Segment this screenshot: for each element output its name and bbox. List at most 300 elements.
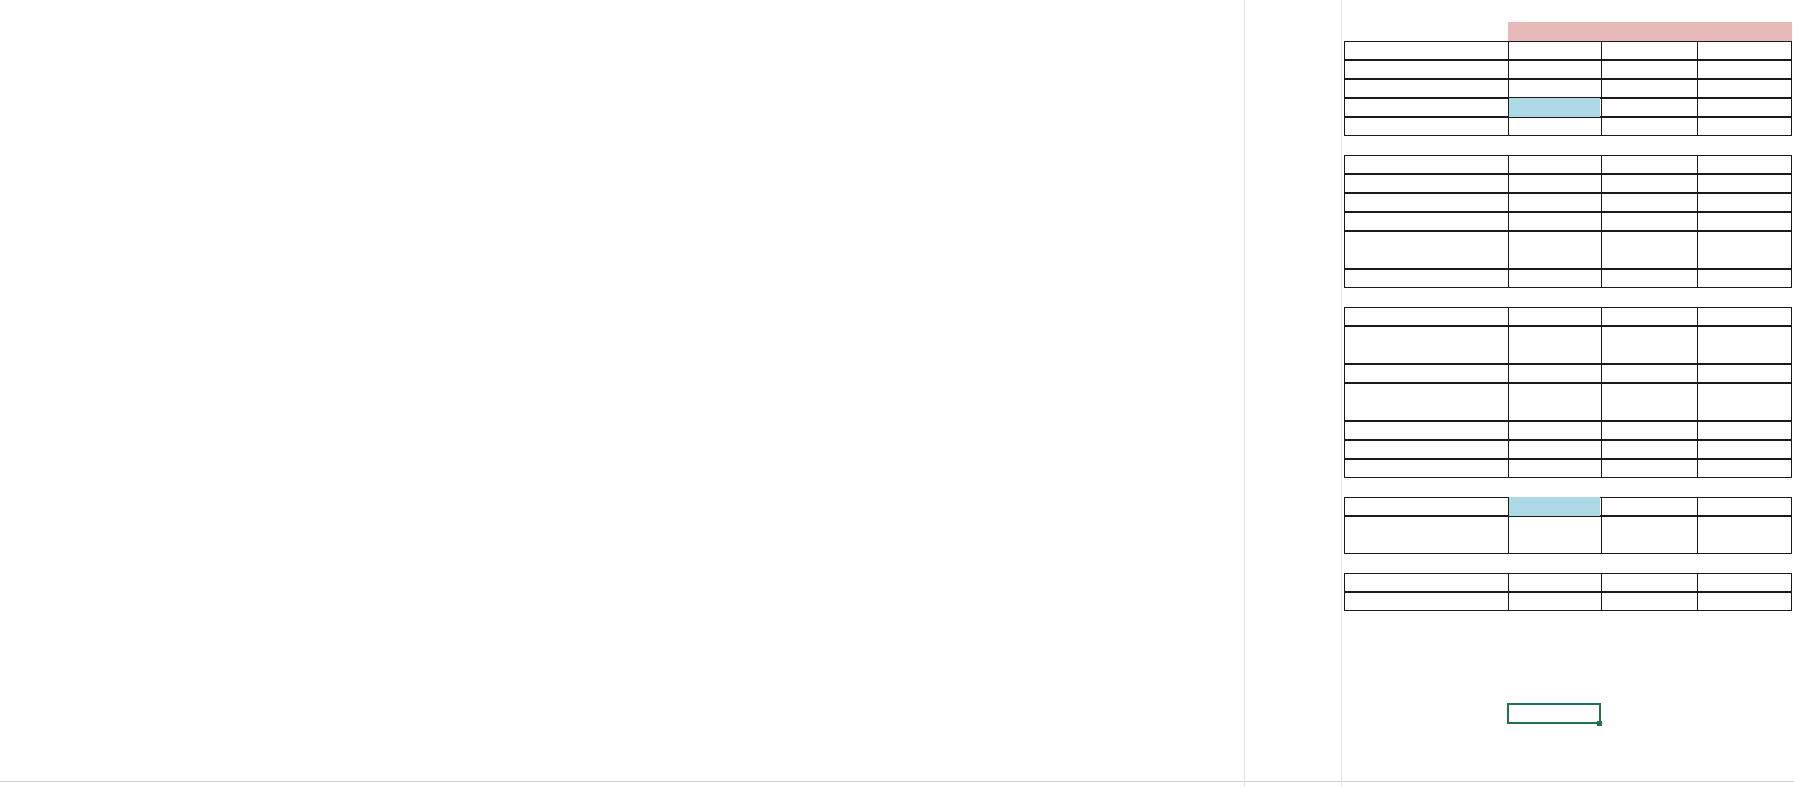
value-cell[interactable] xyxy=(789,174,884,193)
value-cell[interactable] xyxy=(599,155,694,174)
value-cell[interactable] xyxy=(884,136,979,155)
value-cell[interactable] xyxy=(884,611,979,630)
value-cell[interactable] xyxy=(409,440,504,459)
value-cell[interactable] xyxy=(504,41,599,60)
value-cell[interactable] xyxy=(409,60,504,79)
value-cell[interactable] xyxy=(1153,22,1248,41)
value-cell[interactable] xyxy=(789,250,884,269)
ratio-row[interactable] xyxy=(1344,421,1792,440)
value-cell[interactable] xyxy=(314,41,409,60)
value-cell[interactable] xyxy=(599,79,694,98)
value-cell[interactable] xyxy=(409,269,504,288)
value-cell[interactable] xyxy=(1153,41,1248,60)
value-cell[interactable] xyxy=(599,250,694,269)
value-cell[interactable] xyxy=(599,345,694,364)
value-cell[interactable] xyxy=(1153,3,1248,22)
value-cell[interactable] xyxy=(789,573,884,592)
value-cell[interactable] xyxy=(694,22,789,41)
value-cell[interactable] xyxy=(694,269,789,288)
value-cell[interactable] xyxy=(599,535,694,554)
value-cell[interactable] xyxy=(1153,155,1248,174)
value-cell[interactable] xyxy=(314,364,409,383)
value-cell[interactable] xyxy=(789,98,884,117)
value-cell[interactable] xyxy=(409,706,504,725)
value-cell[interactable] xyxy=(789,155,884,174)
ratio-value[interactable] xyxy=(1509,98,1600,117)
value-cell[interactable] xyxy=(789,269,884,288)
value-cell[interactable] xyxy=(504,725,599,744)
value-cell[interactable] xyxy=(1057,478,1152,497)
value-cell[interactable] xyxy=(1153,630,1248,649)
value-cell[interactable] xyxy=(1057,22,1152,41)
value-cell[interactable] xyxy=(314,60,409,79)
value-cell[interactable] xyxy=(409,725,504,744)
value-cell[interactable] xyxy=(504,706,599,725)
value-cell[interactable] xyxy=(409,288,504,307)
ratio-value[interactable] xyxy=(1509,497,1600,516)
value-cell[interactable] xyxy=(409,193,504,212)
value-cell[interactable] xyxy=(504,307,599,326)
value-cell[interactable] xyxy=(789,41,884,60)
value-cell[interactable] xyxy=(884,630,979,649)
value-cell[interactable] xyxy=(409,117,504,136)
value-cell[interactable] xyxy=(599,41,694,60)
value-cell[interactable] xyxy=(504,611,599,630)
year-header[interactable] xyxy=(1601,22,1697,41)
value-cell[interactable] xyxy=(884,687,979,706)
value-cell[interactable] xyxy=(694,193,789,212)
value-cell[interactable] xyxy=(409,155,504,174)
value-cell[interactable] xyxy=(599,193,694,212)
value-cell[interactable] xyxy=(694,611,789,630)
ratio-value[interactable] xyxy=(1698,79,1791,98)
value-cell[interactable] xyxy=(884,668,979,687)
value-cell[interactable] xyxy=(599,212,694,231)
value-cell[interactable] xyxy=(409,459,504,478)
value-cell[interactable] xyxy=(694,497,789,516)
value-cell[interactable] xyxy=(1153,535,1248,554)
value-cell[interactable] xyxy=(1057,136,1152,155)
value-cell[interactable] xyxy=(1057,744,1152,763)
ratio-value[interactable] xyxy=(1509,573,1600,592)
value-cell[interactable] xyxy=(314,535,409,554)
value-cell[interactable] xyxy=(1057,611,1152,630)
value-cell[interactable] xyxy=(504,421,599,440)
ratio-value[interactable] xyxy=(1509,155,1600,174)
value-cell[interactable] xyxy=(789,668,884,687)
value-cell[interactable] xyxy=(504,744,599,763)
value-cell[interactable] xyxy=(694,155,789,174)
value-cell[interactable] xyxy=(789,744,884,763)
ratio-value[interactable] xyxy=(1602,79,1696,98)
value-cell[interactable] xyxy=(409,478,504,497)
value-cell[interactable] xyxy=(1057,269,1152,288)
value-cell[interactable] xyxy=(599,440,694,459)
value-cell[interactable] xyxy=(789,60,884,79)
value-cell[interactable] xyxy=(789,402,884,421)
value-cell[interactable] xyxy=(504,60,599,79)
value-cell[interactable] xyxy=(1057,687,1152,706)
value-cell[interactable] xyxy=(1153,117,1248,136)
value-cell[interactable] xyxy=(599,269,694,288)
ratio-value[interactable] xyxy=(1698,573,1791,592)
value-cell[interactable] xyxy=(599,630,694,649)
value-cell[interactable] xyxy=(1057,402,1152,421)
value-cell[interactable] xyxy=(884,174,979,193)
value-cell[interactable] xyxy=(314,307,409,326)
value-cell[interactable] xyxy=(884,22,979,41)
value-cell[interactable] xyxy=(884,3,979,22)
value-cell[interactable] xyxy=(1153,174,1248,193)
value-cell[interactable] xyxy=(504,193,599,212)
value-cell[interactable] xyxy=(694,763,789,782)
value-cell[interactable] xyxy=(314,478,409,497)
value-cell[interactable] xyxy=(1153,763,1248,782)
value-cell[interactable] xyxy=(409,3,504,22)
value-cell[interactable] xyxy=(1153,668,1248,687)
value-cell[interactable] xyxy=(789,706,884,725)
value-cell[interactable] xyxy=(884,41,979,60)
value-cell[interactable] xyxy=(789,79,884,98)
value-cell[interactable] xyxy=(504,649,599,668)
value-cell[interactable] xyxy=(789,3,884,22)
value-cell[interactable] xyxy=(599,402,694,421)
value-cell[interactable] xyxy=(1057,307,1152,326)
value-cell[interactable] xyxy=(789,440,884,459)
ratio-row[interactable] xyxy=(1344,269,1792,288)
value-cell[interactable] xyxy=(884,744,979,763)
value-cell[interactable] xyxy=(504,212,599,231)
value-cell[interactable] xyxy=(1057,630,1152,649)
ratio-row[interactable] xyxy=(1344,117,1792,136)
value-cell[interactable] xyxy=(599,98,694,117)
value-cell[interactable] xyxy=(884,497,979,516)
value-cell[interactable] xyxy=(314,630,409,649)
value-cell[interactable] xyxy=(884,250,979,269)
value-cell[interactable] xyxy=(884,459,979,478)
value-cell[interactable] xyxy=(1153,687,1248,706)
value-cell[interactable] xyxy=(1057,193,1152,212)
value-cell[interactable] xyxy=(884,421,979,440)
value-cell[interactable] xyxy=(1153,364,1248,383)
ratio-row[interactable] xyxy=(1344,440,1792,459)
value-cell[interactable] xyxy=(1057,497,1152,516)
ratio-value[interactable] xyxy=(1509,193,1600,212)
value-cell[interactable] xyxy=(789,212,884,231)
value-cell[interactable] xyxy=(314,668,409,687)
value-cell[interactable] xyxy=(1057,212,1152,231)
value-cell[interactable] xyxy=(504,592,599,611)
value-cell[interactable] xyxy=(1153,79,1248,98)
value-cell[interactable] xyxy=(314,212,409,231)
value-cell[interactable] xyxy=(884,706,979,725)
value-cell[interactable] xyxy=(694,79,789,98)
value-cell[interactable] xyxy=(884,79,979,98)
ratio-row[interactable] xyxy=(1344,174,1792,193)
value-cell[interactable] xyxy=(884,725,979,744)
value-cell[interactable] xyxy=(694,345,789,364)
value-cell[interactable] xyxy=(504,345,599,364)
value-cell[interactable] xyxy=(1057,706,1152,725)
value-cell[interactable] xyxy=(314,402,409,421)
value-cell[interactable] xyxy=(694,98,789,117)
value-cell[interactable] xyxy=(1153,478,1248,497)
value-cell[interactable] xyxy=(409,421,504,440)
value-cell[interactable] xyxy=(504,364,599,383)
value-cell[interactable] xyxy=(409,592,504,611)
value-cell[interactable] xyxy=(694,402,789,421)
value-cell[interactable] xyxy=(884,288,979,307)
value-cell[interactable] xyxy=(1057,573,1152,592)
value-cell[interactable] xyxy=(314,155,409,174)
ratio-value[interactable] xyxy=(1602,41,1696,60)
value-cell[interactable] xyxy=(409,212,504,231)
value-cell[interactable] xyxy=(504,402,599,421)
value-cell[interactable] xyxy=(409,535,504,554)
value-cell[interactable] xyxy=(409,79,504,98)
value-cell[interactable] xyxy=(884,60,979,79)
value-cell[interactable] xyxy=(694,3,789,22)
value-cell[interactable] xyxy=(694,744,789,763)
value-cell[interactable] xyxy=(694,212,789,231)
ratio-row[interactable] xyxy=(1344,459,1792,478)
value-cell[interactable] xyxy=(504,288,599,307)
value-cell[interactable] xyxy=(1057,98,1152,117)
value-cell[interactable] xyxy=(694,288,789,307)
value-cell[interactable] xyxy=(409,364,504,383)
value-cell[interactable] xyxy=(694,440,789,459)
value-cell[interactable] xyxy=(314,79,409,98)
value-cell[interactable] xyxy=(694,478,789,497)
value-cell[interactable] xyxy=(314,22,409,41)
value-cell[interactable] xyxy=(789,364,884,383)
value-cell[interactable] xyxy=(1057,3,1152,22)
ratio-value[interactable] xyxy=(1698,60,1791,79)
value-cell[interactable] xyxy=(789,136,884,155)
value-cell[interactable] xyxy=(884,478,979,497)
value-cell[interactable] xyxy=(314,573,409,592)
value-cell[interactable] xyxy=(694,250,789,269)
value-cell[interactable] xyxy=(884,592,979,611)
value-cell[interactable] xyxy=(694,706,789,725)
value-cell[interactable] xyxy=(1057,155,1152,174)
value-cell[interactable] xyxy=(1153,421,1248,440)
value-cell[interactable] xyxy=(789,345,884,364)
value-cell[interactable] xyxy=(789,22,884,41)
active-cell-selection[interactable] xyxy=(1507,703,1601,724)
value-cell[interactable] xyxy=(314,744,409,763)
value-cell[interactable] xyxy=(1153,459,1248,478)
value-cell[interactable] xyxy=(599,497,694,516)
value-cell[interactable] xyxy=(694,535,789,554)
value-cell[interactable] xyxy=(504,497,599,516)
value-cell[interactable] xyxy=(599,117,694,136)
value-cell[interactable] xyxy=(504,174,599,193)
value-cell[interactable] xyxy=(504,22,599,41)
ratio-value[interactable] xyxy=(1509,60,1600,79)
value-cell[interactable] xyxy=(314,497,409,516)
value-cell[interactable] xyxy=(409,136,504,155)
value-cell[interactable] xyxy=(789,611,884,630)
value-cell[interactable] xyxy=(314,592,409,611)
value-cell[interactable] xyxy=(504,3,599,22)
value-cell[interactable] xyxy=(599,3,694,22)
value-cell[interactable] xyxy=(789,649,884,668)
value-cell[interactable] xyxy=(884,307,979,326)
value-cell[interactable] xyxy=(599,592,694,611)
value-cell[interactable] xyxy=(1153,573,1248,592)
value-cell[interactable] xyxy=(1057,288,1152,307)
value-cell[interactable] xyxy=(409,307,504,326)
value-cell[interactable] xyxy=(694,174,789,193)
value-cell[interactable] xyxy=(1153,649,1248,668)
value-cell[interactable] xyxy=(599,288,694,307)
value-cell[interactable] xyxy=(1057,79,1152,98)
value-cell[interactable] xyxy=(409,41,504,60)
value-cell[interactable] xyxy=(599,307,694,326)
value-cell[interactable] xyxy=(409,649,504,668)
value-cell[interactable] xyxy=(599,706,694,725)
value-cell[interactable] xyxy=(1153,440,1248,459)
value-cell[interactable] xyxy=(409,687,504,706)
value-cell[interactable] xyxy=(599,459,694,478)
value-cell[interactable] xyxy=(1057,117,1152,136)
value-cell[interactable] xyxy=(694,459,789,478)
value-cell[interactable] xyxy=(1153,592,1248,611)
ratio-row[interactable] xyxy=(1344,592,1792,611)
value-cell[interactable] xyxy=(884,402,979,421)
ratio-row[interactable] xyxy=(1344,326,1792,364)
value-cell[interactable] xyxy=(504,478,599,497)
value-cell[interactable] xyxy=(884,440,979,459)
value-cell[interactable] xyxy=(1057,364,1152,383)
value-cell[interactable] xyxy=(599,22,694,41)
value-cell[interactable] xyxy=(694,573,789,592)
ratio-value[interactable] xyxy=(1509,535,1600,554)
value-cell[interactable] xyxy=(314,611,409,630)
value-cell[interactable] xyxy=(1057,440,1152,459)
value-cell[interactable] xyxy=(314,763,409,782)
value-cell[interactable] xyxy=(694,60,789,79)
value-cell[interactable] xyxy=(599,668,694,687)
value-cell[interactable] xyxy=(314,174,409,193)
value-cell[interactable] xyxy=(694,117,789,136)
value-cell[interactable] xyxy=(1057,668,1152,687)
value-cell[interactable] xyxy=(504,136,599,155)
value-cell[interactable] xyxy=(884,573,979,592)
value-cell[interactable] xyxy=(1057,421,1152,440)
value-cell[interactable] xyxy=(409,573,504,592)
value-cell[interactable] xyxy=(409,402,504,421)
value-cell[interactable] xyxy=(314,687,409,706)
value-cell[interactable] xyxy=(1153,744,1248,763)
value-cell[interactable] xyxy=(314,706,409,725)
value-cell[interactable] xyxy=(314,421,409,440)
value-cell[interactable] xyxy=(884,193,979,212)
value-cell[interactable] xyxy=(1057,459,1152,478)
value-cell[interactable] xyxy=(884,763,979,782)
value-cell[interactable] xyxy=(599,478,694,497)
value-cell[interactable] xyxy=(789,459,884,478)
value-cell[interactable] xyxy=(504,763,599,782)
value-cell[interactable] xyxy=(1057,535,1152,554)
value-cell[interactable] xyxy=(1153,725,1248,744)
value-cell[interactable] xyxy=(409,668,504,687)
ratio-row[interactable] xyxy=(1344,231,1792,269)
value-cell[interactable] xyxy=(504,459,599,478)
ratio-value[interactable] xyxy=(1698,535,1791,554)
value-cell[interactable] xyxy=(409,763,504,782)
ratio-row[interactable] xyxy=(1344,307,1792,326)
value-cell[interactable] xyxy=(694,592,789,611)
year-header[interactable] xyxy=(1697,22,1792,41)
value-cell[interactable] xyxy=(1153,250,1248,269)
value-cell[interactable] xyxy=(1057,60,1152,79)
value-cell[interactable] xyxy=(789,307,884,326)
value-cell[interactable] xyxy=(694,136,789,155)
value-cell[interactable] xyxy=(1057,649,1152,668)
ratio-value[interactable] xyxy=(1509,41,1600,60)
value-cell[interactable] xyxy=(504,630,599,649)
value-cell[interactable] xyxy=(314,98,409,117)
value-cell[interactable] xyxy=(409,250,504,269)
value-cell[interactable] xyxy=(1153,269,1248,288)
value-cell[interactable] xyxy=(694,630,789,649)
value-cell[interactable] xyxy=(504,440,599,459)
value-cell[interactable] xyxy=(789,535,884,554)
value-cell[interactable] xyxy=(504,535,599,554)
value-cell[interactable] xyxy=(409,611,504,630)
value-cell[interactable] xyxy=(599,649,694,668)
value-cell[interactable] xyxy=(884,212,979,231)
value-cell[interactable] xyxy=(314,250,409,269)
value-cell[interactable] xyxy=(694,687,789,706)
value-cell[interactable] xyxy=(884,535,979,554)
value-cell[interactable] xyxy=(409,345,504,364)
ratio-row[interactable] xyxy=(1344,383,1792,421)
value-cell[interactable] xyxy=(409,497,504,516)
value-cell[interactable] xyxy=(789,630,884,649)
fill-handle[interactable] xyxy=(1597,721,1602,726)
value-cell[interactable] xyxy=(694,649,789,668)
value-cell[interactable] xyxy=(599,611,694,630)
value-cell[interactable] xyxy=(1057,250,1152,269)
value-cell[interactable] xyxy=(694,307,789,326)
value-cell[interactable] xyxy=(1057,174,1152,193)
value-cell[interactable] xyxy=(884,269,979,288)
value-cell[interactable] xyxy=(1153,611,1248,630)
ratio-value[interactable] xyxy=(1602,60,1696,79)
ratio-value[interactable] xyxy=(1602,535,1696,554)
value-cell[interactable] xyxy=(1153,60,1248,79)
value-cell[interactable] xyxy=(789,592,884,611)
value-cell[interactable] xyxy=(1153,98,1248,117)
value-cell[interactable] xyxy=(599,687,694,706)
value-cell[interactable] xyxy=(504,668,599,687)
value-cell[interactable] xyxy=(1153,345,1248,364)
value-cell[interactable] xyxy=(314,193,409,212)
value-cell[interactable] xyxy=(314,269,409,288)
value-cell[interactable] xyxy=(789,478,884,497)
value-cell[interactable] xyxy=(599,725,694,744)
value-cell[interactable] xyxy=(884,649,979,668)
ratio-value[interactable] xyxy=(1698,41,1791,60)
value-cell[interactable] xyxy=(504,573,599,592)
year-header[interactable] xyxy=(1508,22,1601,41)
value-cell[interactable] xyxy=(314,440,409,459)
value-cell[interactable] xyxy=(314,117,409,136)
value-cell[interactable] xyxy=(789,687,884,706)
